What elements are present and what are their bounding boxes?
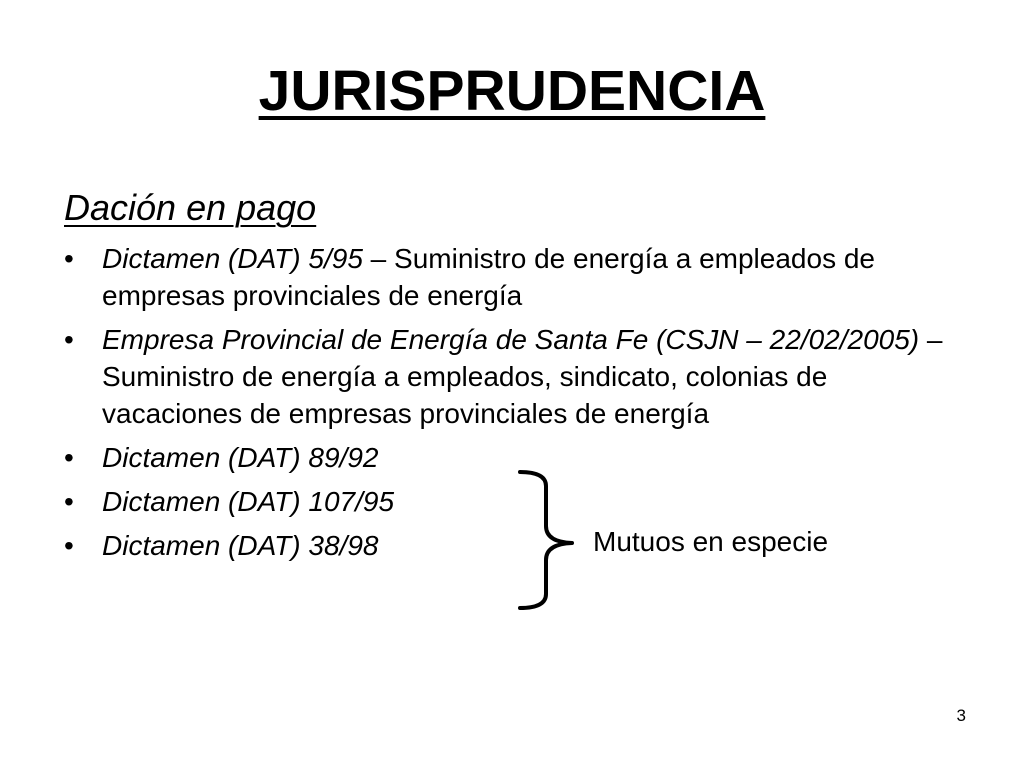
bullet-marker: • [64, 324, 74, 355]
bullet-item-epe-santa-fe [64, 321, 964, 432]
page-number: 3 [956, 706, 966, 725]
bullet-description: Suministro de energía a empleados, sindicato, colonias de vacaciones de empresas provinciales de energía [102, 361, 828, 429]
bullet-citation: Dictamen (DAT) 5/95 [102, 243, 363, 274]
bullet-separator: – [919, 324, 943, 355]
bullet-description: Suministro de energía a empleados de empresas provinciales de energía [102, 243, 875, 311]
slide-title [0, 58, 1024, 124]
bullet-separator: – [362, 243, 395, 274]
bullet-marker: • [64, 442, 74, 473]
bullet-citation: Dictamen (DAT) 38/98 [102, 530, 379, 561]
bullet-marker: • [64, 243, 74, 274]
bullet-marker: • [64, 530, 74, 561]
right-curly-brace [512, 468, 592, 612]
brace-label: Mutuos en especie [593, 526, 829, 557]
slide-title-text: JURISPRUDENCIA [258, 59, 766, 123]
bullet-citation: Dictamen (DAT) 89/92 [102, 442, 379, 473]
bullet-citation: Empresa Provincial de Energía de Santa Fe (CSJN – 22/02/2005) [102, 324, 920, 355]
section-heading: Dación en pago [64, 187, 317, 228]
bullet-item-dictamen-5-95 [64, 240, 964, 314]
bullet-citation: Dictamen (DAT) 107/95 [102, 486, 395, 517]
bullet-marker: • [64, 486, 74, 517]
